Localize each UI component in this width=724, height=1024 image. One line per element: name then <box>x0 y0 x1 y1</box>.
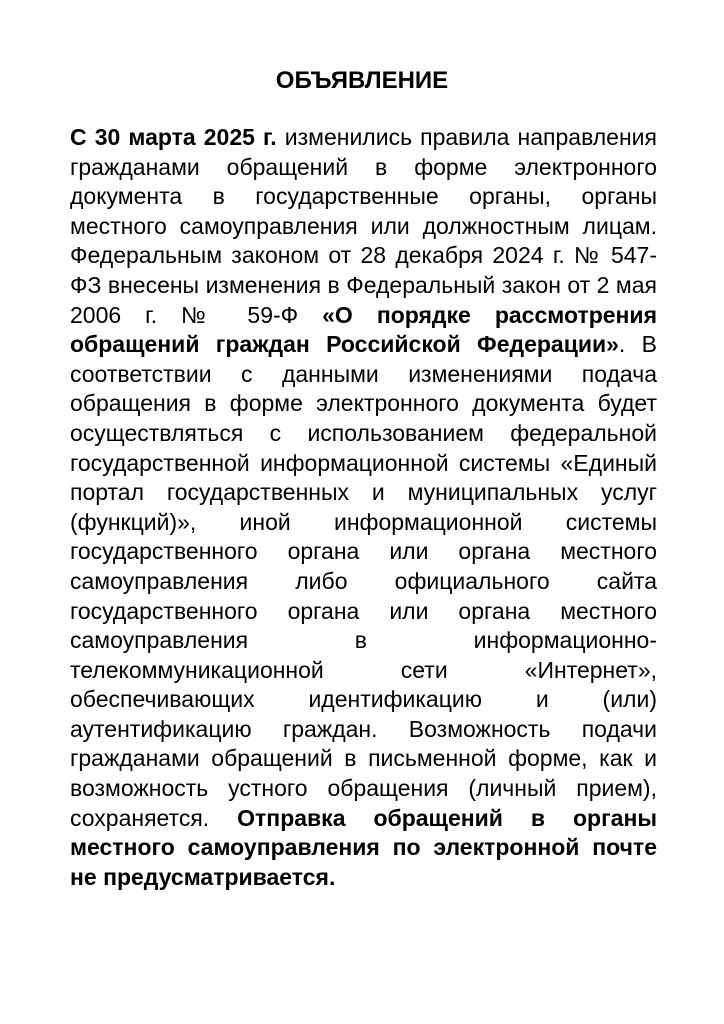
effective-date: С 30 марта 2025 г. <box>70 124 277 150</box>
law-title: «О порядке рассмотрения обращений граждан Российской Федерации» <box>70 301 657 358</box>
email-notice: Отправка обращений в органы местного самоуправления по электронной почте не предусматривается. <box>70 804 657 890</box>
announcement-body <box>70 123 657 892</box>
announcement-title: ОБЪЯВЛЕНИЕ <box>275 67 449 94</box>
body-text-part-2: . В соответствии с данными изменениями подача обращения в форме электронного документа будет осуществляться с использованием федеральной государственной информационной системы «Единый портал государственных и муниципальных услуг (функций)», иной информационной системы государственного органа или органа местного самоуправления либо официального сайта государственного органа или органа местного самоуправления в информационно-телекоммуникационной сети «Интернет», обеспечивающих идентификацию и (или) аутентификацию граждан. Возможность подачи гражданами обращений в письменной форме, как и возможность устного обращения (личный прием), сохраняется. <box>70 331 657 831</box>
body-text-part-1: изменились правила направления гражданами обращений в форме электронного документа в государственные органы, органы местного самоуправления или должностным лицам. Федеральным законом от 28 декабря 2024 г. № 547-ФЗ внесены изменения в Федеральный закон от 2 мая 2006 г. № 59-Ф <box>70 124 657 328</box>
